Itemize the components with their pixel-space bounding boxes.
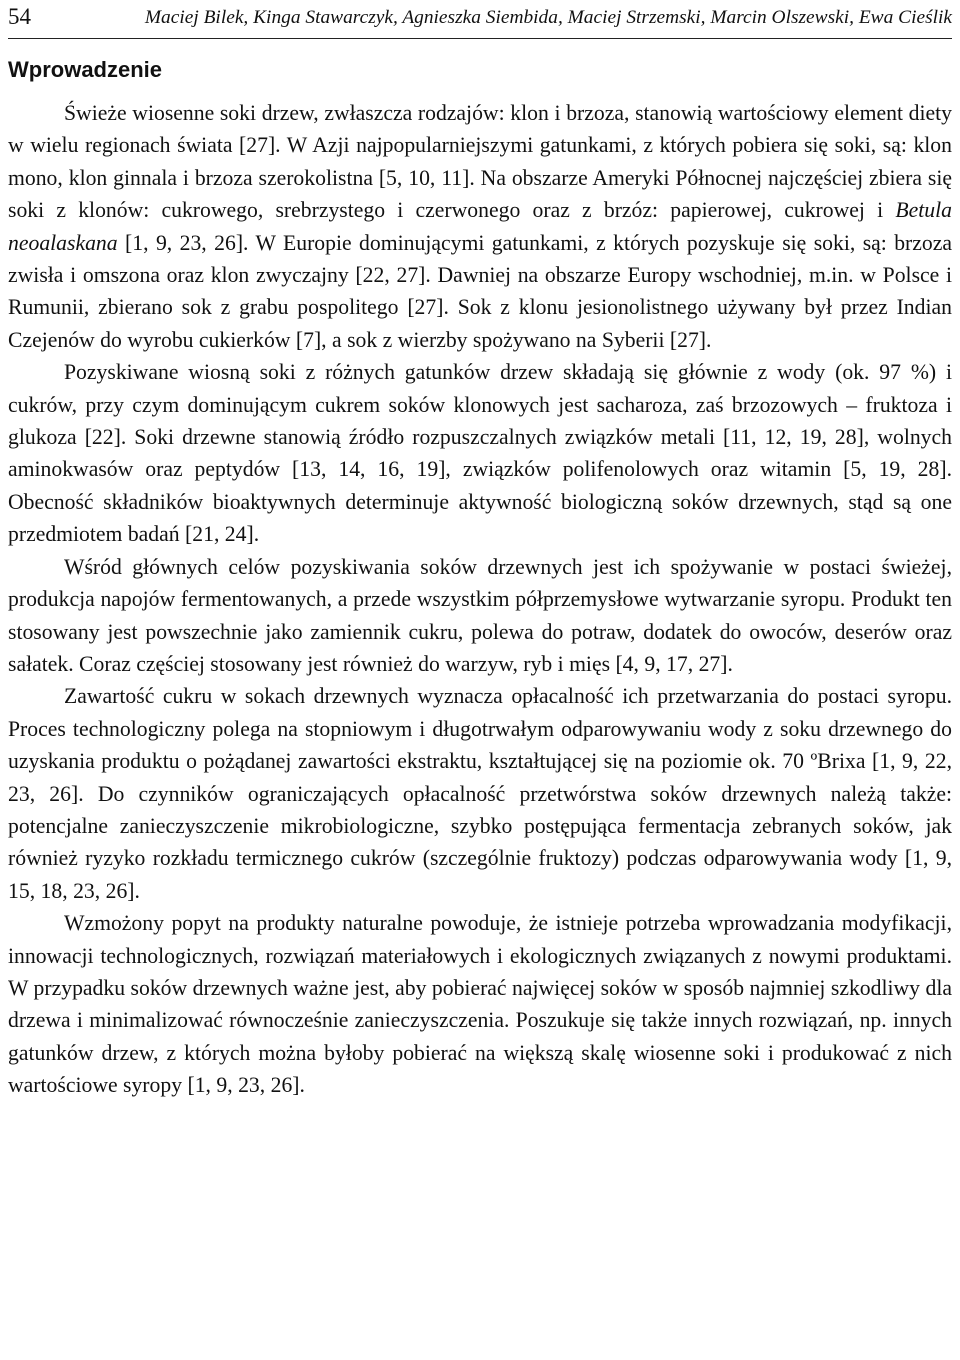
paragraph-2: Pozyskiwane wiosną soki z różnych gatunków drzew składają się głównie z wody (ok. 97 %) i cukrów, przy czym dominującym cukrem soków klonowych jest sacharoza, zaś brzozowych – fruktoza i glukoza [22]. Soki drzewne stanowią źródło rozpuszczalnych związków metali [11, 12, 19, 28], wolnych aminokwasów oraz peptydów [13, 14, 16, 19], związków polifenolowych oraz witamin [5, 19, 28]. Obecność składników bioaktywnych determinuje aktywność biologiczną soków drzewnych, stąd są one przedmiotem badań [21, 24].: [8, 360, 952, 547]
section-title: Wprowadzenie: [8, 57, 163, 82]
paragraph-1: [8, 97, 952, 356]
paragraph-1-text-b: [1, 9, 23, 26]. W Europie dominującymi gatunkami, z których pozyskuje się soki, są: brzoza zwisła i omszona oraz klon zwyczajny [22, 27]. Dawniej na obszarze Europy wschodniej, m.in. w Polsce i Rumunii, zbierano sok z grabu pospolitego [27]. Sok z klonu jesionolistnego używany był przez Indian Czejenów do wyrobu cukierków [7], a sok z wierzby spożywano na Syberii [27].: [8, 230, 952, 352]
paragraph-5: Wzmożony popyt na produkty naturalne powoduje, że istnieje potrzeba wprowadzania modyfikacji, innowacji technologicznych, rozwiązań materiałowych i ekologicznych związanych z nowymi produktami. W przypadku soków drzewnych ważne jest, aby pobierać najwięcej soków w sposób najmniej szkodliwy dla drzewa i minimalizować równocześnie zanieczyszczenia. Poszukuje się także innych rozwiązań, np. innych gatunków drzew, z których można byłoby pobierać na większą skalę wiosenne soki i produkować z nich wartościowe syropy [1, 9, 23, 26].: [8, 911, 952, 1098]
running-header: [8, 0, 952, 39]
species-name-italic: Betula neoalaskana: [8, 198, 952, 255]
paragraph-4: Zawartość cukru w sokach drzewnych wyznacza opłacalność ich przetwarzania do postaci syropu. Proces technologiczny polega na stopniowym i długotrwałym odparowywaniu wody z soku drzewnego do uzyskania produktu o pożądanej zawartości ekstraktu, kształtującej się na poziomie ok. 70 ºBrixa [1, 9, 22, 23, 26]. Do czynników ograniczających opłacalność przetwórstwa soków drzewnych należą także: potencjalne zanieczyszczenie mikrobiologiczne, szybko postępująca fermentacja zebranych soków, jak również ryzyko rozkładu termicznego cukrów (szczególnie fruktozy) podczas odparowywania wody [1, 9, 15, 18, 23, 26].: [8, 684, 952, 903]
paragraph-1-text-a: Świeże wiosenne soki drzew, zwłaszcza rodzajów: klon i brzoza, stanowią wartościowy element diety w wielu regionach świata [27]. W Azji najpopularniejszymi gatunkami, z których pobiera się soki, są: klon mono, klon ginnala i brzoza szerokolistna [5, 10, 11]. Na obszarze Ameryki Północnej najczęściej zbiera się soki z klonów: cukrowego, srebrzystego i czerwonego oraz z brzóz: papierowej, cukrowej i: [8, 101, 952, 223]
article-body: [8, 97, 952, 1102]
paragraph-3: Wśród głównych celów pozyskiwania soków drzewnych jest ich spożywanie w postaci świeżej, produkcja napojów fermentowanych, a przede wszystkim półprzemysłowe wytwarzanie syropu. Produkt ten stosowany jest powszechnie jako zamiennik cukru, polewa do potraw, dodatek do owoców, deserów oraz sałatek. Coraz częściej stosowany jest również do warzyw, ryb i mięs [4, 9, 17, 27].: [8, 554, 952, 676]
page-number: 54: [8, 4, 31, 29]
running-head-authors: Maciej Bilek, Kinga Stawarczyk, Agnieszka Siembida, Maciej Strzemski, Marcin Olszewski, Ewa Cieślik: [144, 7, 952, 28]
page: [8, 0, 952, 1102]
